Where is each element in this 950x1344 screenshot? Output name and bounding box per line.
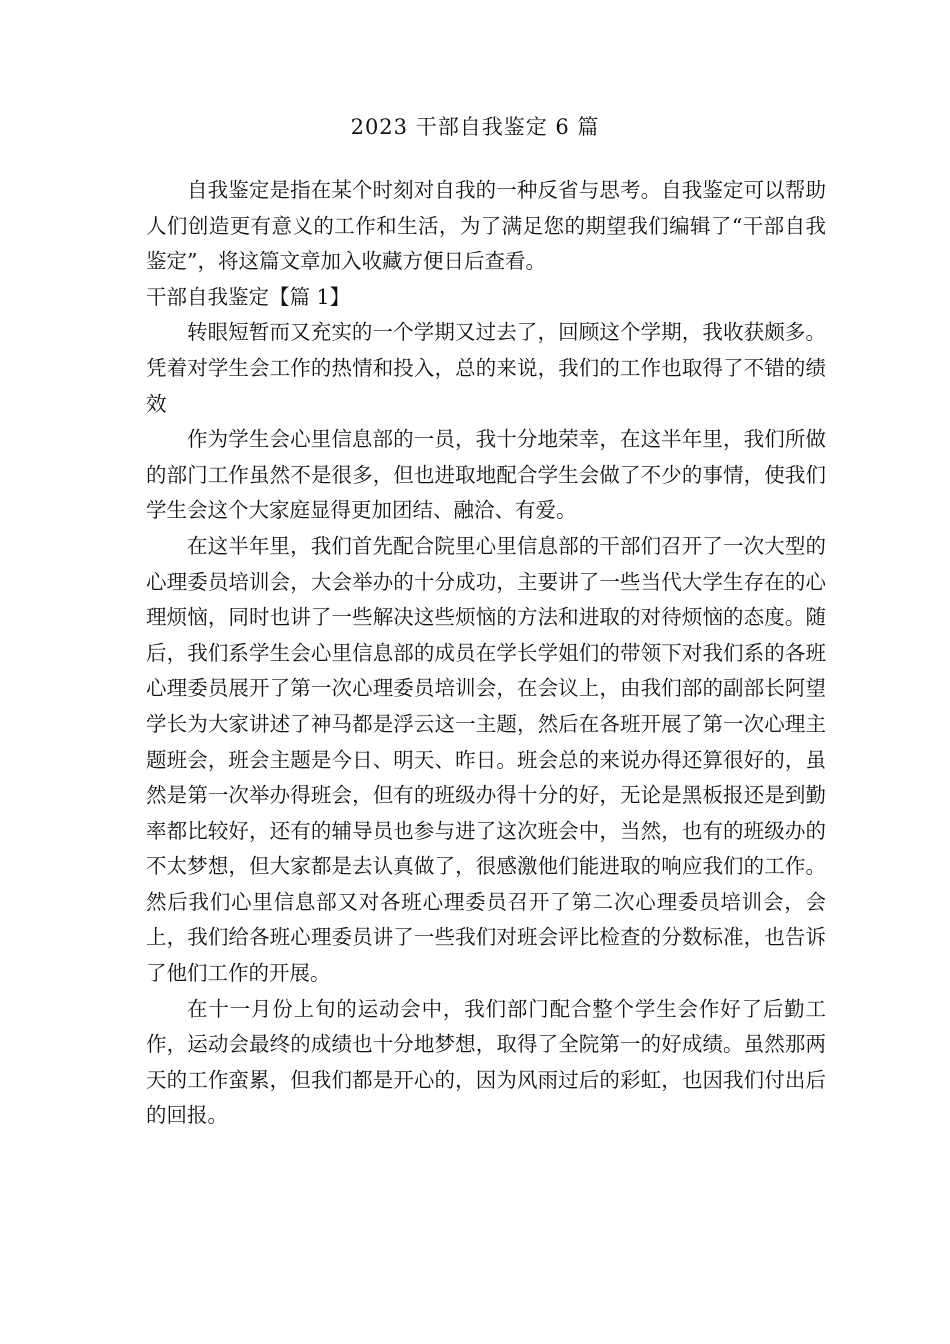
intro-paragraph: 自我鉴定是指在某个时刻对自我的一种反省与思考。自我鉴定可以帮助人们创造更有意义的工作和生活，为了满足您的期望我们编辑了“干部自我鉴定”，将这篇文章加入收藏方便日后查看。 — [146, 178, 826, 274]
section-heading: 干部自我鉴定【篇 1】 — [146, 284, 351, 309]
body-paragraph: 转眼短暂而又充实的一个学期又过去了，回顾这个学期，我收获颇多。凭着对学生会工作的热情和投入，总的来说，我们的工作也取得了不错的绩效 — [146, 320, 826, 416]
body-paragraph: 作为学生会心里信息部的一员，我十分地荣幸，在这半年里，我们所做的部门工作虽然不是很多，但也进取地配合学生会做了不少的事情，使我们学生会这个大家庭显得更加团结、融洽、有爱。 — [146, 427, 826, 523]
document-body — [146, 173, 826, 1134]
body-paragraph: 在这半年里，我们首先配合院里心里信息部的干部们召开了一次大型的心理委员培训会，大会举办的十分成功，主要讲了一些当代大学生存在的心理烦恼，同时也讲了一些解决这些烦恼的方法和进取的对待烦恼的态度。随后，我们系学生会心里信息部的成员在学长学姐们的带领下对我们系的各班心理委员展开了第一次心理委员培训会，在会议上，由我们部的副部长阿望学长为大家讲述了神马都是浮云这一主题，然后在各班开展了第一次心理主题班会，班会主题是今日、明天、昨日。班会总的来说办得还算很好的，虽然是第一次举办得班会，但有的班级办得十分的好，无论是黑板报还是到勤率都比较好，还有的辅导员也参与进了这次班会中，当然，也有的班级办的不太梦想，但大家都是去认真做了，很感激他们能进取的响应我们的工作。然后我们心里信息部又对各班心理委员召开了第二次心理委员培训会，会上，我们给各班心理委员讲了一些我们对班会评比检查的分数标准，也告诉了他们工作的开展。 — [146, 533, 826, 986]
document-title: 2023 干部自我鉴定 6 篇 — [350, 115, 600, 139]
body-paragraph: 在十一月份上旬的运动会中，我们部门配合整个学生会作好了后勤工作，运动会最终的成绩也十分地梦想，取得了全院第一的好成绩。虽然那两天的工作蛮累，但我们都是开心的，因为风雨过后的彩虹，也因我们付出后的回报。 — [146, 996, 826, 1128]
